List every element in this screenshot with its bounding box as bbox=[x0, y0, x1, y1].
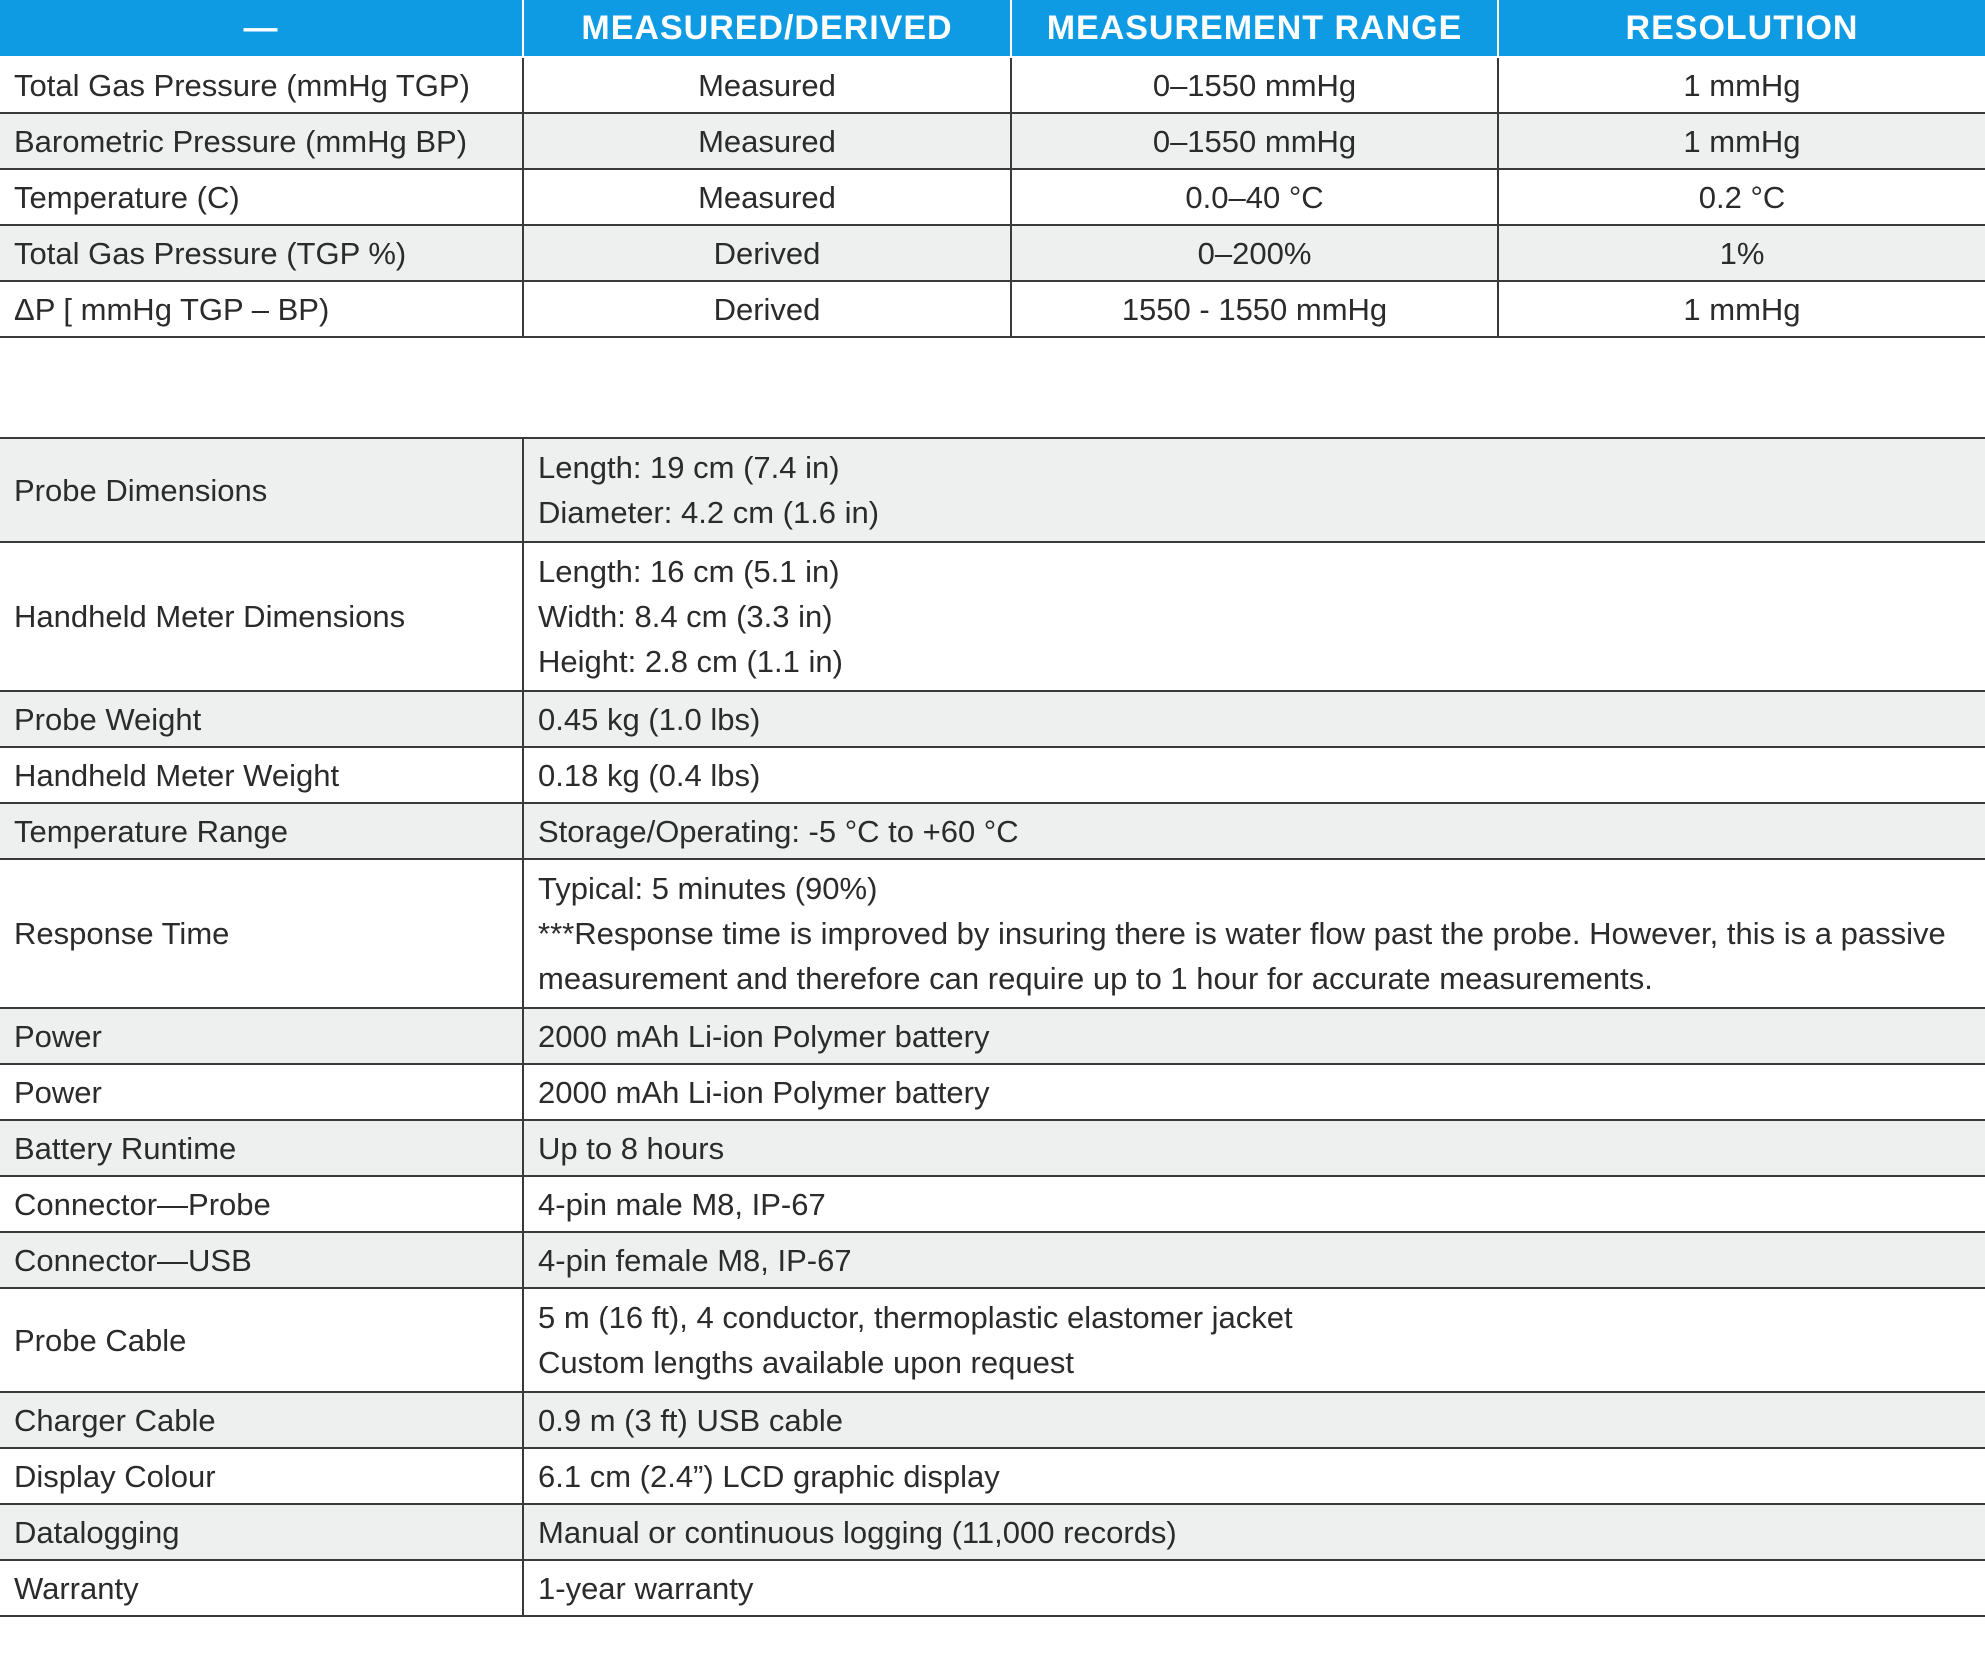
spec-row bbox=[0, 1176, 1985, 1232]
spec-value bbox=[523, 803, 1985, 859]
type-cell: Derived bbox=[523, 281, 1011, 337]
range-cell: 0.0–40 °C bbox=[1011, 169, 1498, 225]
type-cell: Measured bbox=[523, 113, 1011, 169]
spec-row bbox=[0, 1232, 1985, 1288]
spec-value bbox=[523, 859, 1985, 1008]
type-cell: Measured bbox=[523, 57, 1011, 113]
spec-label: Charger Cable bbox=[0, 1392, 523, 1448]
header-cell-parameter: — bbox=[0, 0, 523, 57]
table-row bbox=[0, 169, 1985, 225]
spec-value bbox=[523, 1064, 1985, 1120]
spec-value bbox=[523, 1392, 1985, 1448]
spec-row bbox=[0, 1120, 1985, 1176]
spec-label: Probe Cable bbox=[0, 1288, 523, 1392]
spec-value-line: Length: 19 cm (7.4 in) bbox=[538, 450, 840, 485]
spec-value-line: 5 m (16 ft), 4 conductor, thermoplastic elastomer jacket bbox=[538, 1300, 1293, 1335]
spec-value bbox=[523, 747, 1985, 803]
spec-value-line: 4-pin male M8, IP-67 bbox=[538, 1186, 826, 1222]
spec-value bbox=[523, 1504, 1985, 1560]
spec-value-line: Storage/Operating: -5 °C to +60 °C bbox=[538, 813, 1019, 849]
spec-row bbox=[0, 542, 1985, 691]
range-cell: 0–200% bbox=[1011, 225, 1498, 281]
spec-value-line: Typical: 5 minutes (90%) bbox=[538, 871, 878, 906]
spec-value-line: 1-year warranty bbox=[538, 1570, 754, 1606]
resolution-cell: 0.2 °C bbox=[1498, 169, 1985, 225]
spec-value bbox=[523, 1120, 1985, 1176]
spec-value-line: Custom lengths available upon request bbox=[538, 1345, 1074, 1380]
spec-label: Power bbox=[0, 1064, 523, 1120]
spec-row bbox=[0, 1288, 1985, 1392]
spec-label: Connector—Probe bbox=[0, 1176, 523, 1232]
measurement-table bbox=[0, 0, 1985, 338]
spec-label: Display Colour bbox=[0, 1448, 523, 1504]
spec-value bbox=[523, 1288, 1985, 1392]
spec-label: Battery Runtime bbox=[0, 1120, 523, 1176]
spec-value bbox=[523, 438, 1985, 542]
resolution-cell: 1 mmHg bbox=[1498, 57, 1985, 113]
resolution-cell: 1 mmHg bbox=[1498, 113, 1985, 169]
spec-row bbox=[0, 859, 1985, 1008]
resolution-cell: 1 mmHg bbox=[1498, 281, 1985, 337]
parameter-cell: Temperature (C) bbox=[0, 169, 523, 225]
range-cell: 0–1550 mmHg bbox=[1011, 113, 1498, 169]
spec-row bbox=[0, 747, 1985, 803]
spec-value-line: measurement and therefore can require up to 1 hour for accurate measurements. bbox=[538, 961, 1653, 996]
spec-value-line: 0.45 kg (1.0 lbs) bbox=[538, 701, 761, 737]
measurement-table-header bbox=[0, 0, 1985, 57]
parameter-cell: ΔP [ mmHg TGP – BP) bbox=[0, 281, 523, 337]
spec-label: Warranty bbox=[0, 1560, 523, 1616]
resolution-cell: 1% bbox=[1498, 225, 1985, 281]
spec-value-line: 0.9 m (3 ft) USB cable bbox=[538, 1402, 843, 1438]
spec-label: Response Time bbox=[0, 859, 523, 1008]
spec-value bbox=[523, 691, 1985, 747]
spec-value-line: 0.18 kg (0.4 lbs) bbox=[538, 757, 761, 793]
spec-value-line: Up to 8 hours bbox=[538, 1130, 725, 1166]
spec-row bbox=[0, 1008, 1985, 1064]
specifications-body bbox=[0, 438, 1985, 1616]
spec-value-line: 4-pin female M8, IP-67 bbox=[538, 1242, 852, 1278]
table-row bbox=[0, 225, 1985, 281]
parameter-cell: Total Gas Pressure (TGP %) bbox=[0, 225, 523, 281]
spec-value-line: Manual or continuous logging (11,000 records) bbox=[538, 1514, 1177, 1550]
header-cell-measurement-range: MEASUREMENT RANGE bbox=[1011, 0, 1498, 57]
spec-label: Power bbox=[0, 1008, 523, 1064]
spec-value-line: 2000 mAh Li-ion Polymer battery bbox=[538, 1018, 990, 1054]
type-cell: Measured bbox=[523, 169, 1011, 225]
header-cell-resolution: RESOLUTION bbox=[1498, 0, 1985, 57]
spec-label: Handheld Meter Weight bbox=[0, 747, 523, 803]
spec-row bbox=[0, 1392, 1985, 1448]
spec-row bbox=[0, 1064, 1985, 1120]
spec-row bbox=[0, 438, 1985, 542]
spec-value bbox=[523, 1448, 1985, 1504]
spec-label: Probe Weight bbox=[0, 691, 523, 747]
spec-value-line: 2000 mAh Li-ion Polymer battery bbox=[538, 1074, 990, 1110]
table-row bbox=[0, 281, 1985, 337]
spec-row bbox=[0, 803, 1985, 859]
table-row bbox=[0, 113, 1985, 169]
spec-row bbox=[0, 691, 1985, 747]
spec-label: Datalogging bbox=[0, 1504, 523, 1560]
spec-value-line: 6.1 cm (2.4”) LCD graphic display bbox=[538, 1458, 1000, 1494]
spec-label: Probe Dimensions bbox=[0, 438, 523, 542]
spec-value-line: Length: 16 cm (5.1 in) bbox=[538, 554, 840, 589]
header-cell-measured-derived: MEASURED/DERIVED bbox=[523, 0, 1011, 57]
spec-value bbox=[523, 1176, 1985, 1232]
specifications-table bbox=[0, 437, 1985, 1617]
spec-row bbox=[0, 1448, 1985, 1504]
spec-value-line: ***Response time is improved by insuring there is water flow past the probe. However, this is a passive bbox=[538, 916, 1946, 951]
spec-value-line: Diameter: 4.2 cm (1.6 in) bbox=[538, 495, 880, 530]
spec-value bbox=[523, 1560, 1985, 1616]
table-row bbox=[0, 57, 1985, 113]
spec-row bbox=[0, 1560, 1985, 1616]
spec-label: Temperature Range bbox=[0, 803, 523, 859]
range-cell: 0–1550 mmHg bbox=[1011, 57, 1498, 113]
range-cell: 1550 - 1550 mmHg bbox=[1011, 281, 1498, 337]
type-cell: Derived bbox=[523, 225, 1011, 281]
parameter-cell: Barometric Pressure (mmHg BP) bbox=[0, 113, 523, 169]
spec-value bbox=[523, 1232, 1985, 1288]
spec-label: Connector—USB bbox=[0, 1232, 523, 1288]
parameter-cell: Total Gas Pressure (mmHg TGP) bbox=[0, 57, 523, 113]
spec-value-line: Width: 8.4 cm (3.3 in) bbox=[538, 599, 833, 634]
spec-label: Handheld Meter Dimensions bbox=[0, 542, 523, 691]
spec-row bbox=[0, 1504, 1985, 1560]
spec-value bbox=[523, 1008, 1985, 1064]
spec-value-line: Height: 2.8 cm (1.1 in) bbox=[538, 644, 843, 679]
spec-value bbox=[523, 542, 1985, 691]
